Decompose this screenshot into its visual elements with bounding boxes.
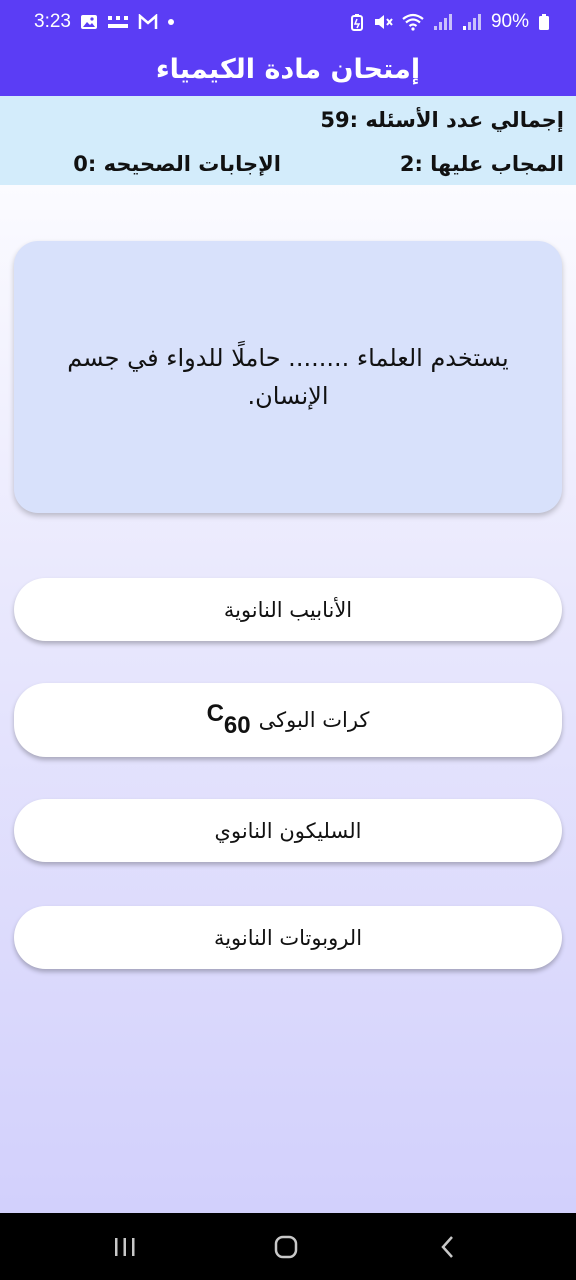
answered-count-label: المجاب عليها :2 <box>399 152 564 176</box>
answer-option-label: السليكون النانوي <box>214 818 362 843</box>
app-bar <box>0 43 576 96</box>
battery-saver-icon <box>350 13 364 31</box>
back-icon[interactable] <box>432 1231 464 1263</box>
answer-option-content <box>207 700 370 740</box>
formula-symbol: C <box>206 700 224 727</box>
answer-option-3[interactable] <box>14 799 562 862</box>
correct-count-label: الإجابات الصحيحه :0 <box>73 152 281 176</box>
chemical-formula <box>207 700 251 740</box>
total-questions-label: إجمالي عدد الأسئله :59 <box>320 108 564 132</box>
signal-icon-2 <box>462 13 482 31</box>
dot-icon <box>167 18 175 26</box>
mute-icon <box>373 13 393 31</box>
wifi-icon <box>402 13 424 31</box>
answer-option-label: كرات البوكى <box>258 708 370 732</box>
recent-apps-icon[interactable] <box>109 1231 141 1263</box>
answer-option-label: الروبوتات النانوية <box>213 925 363 950</box>
signal-icon <box>433 13 453 31</box>
gmail-icon <box>138 14 158 30</box>
status-right <box>350 11 550 33</box>
quiz-content <box>0 185 576 1213</box>
home-icon[interactable] <box>270 1231 302 1263</box>
formula-subscript: 60 <box>223 712 251 739</box>
system-nav-bar <box>0 1213 576 1280</box>
question-line-1: يستخدم العلماء ........ حاملًا للدواء في جسم <box>67 344 509 372</box>
answer-option-4[interactable] <box>14 906 562 969</box>
status-left <box>34 11 175 33</box>
battery-icon <box>538 13 550 31</box>
stats-panel <box>0 96 576 185</box>
gallery-icon <box>80 14 98 30</box>
status-time: 3:23 <box>34 10 71 32</box>
question-line-2: الإنسان. <box>247 382 329 410</box>
voicemail-icon <box>107 15 129 29</box>
question-text <box>67 339 508 415</box>
answer-option-2[interactable] <box>14 683 562 757</box>
answer-option-1[interactable] <box>14 578 562 641</box>
status-bar <box>0 0 576 43</box>
page-title: إمتحان مادة الكيمياء <box>155 54 421 85</box>
question-card <box>14 241 562 513</box>
battery-percent: 90% <box>490 10 529 32</box>
answer-option-label: الأنابيب النانوية <box>223 597 353 622</box>
